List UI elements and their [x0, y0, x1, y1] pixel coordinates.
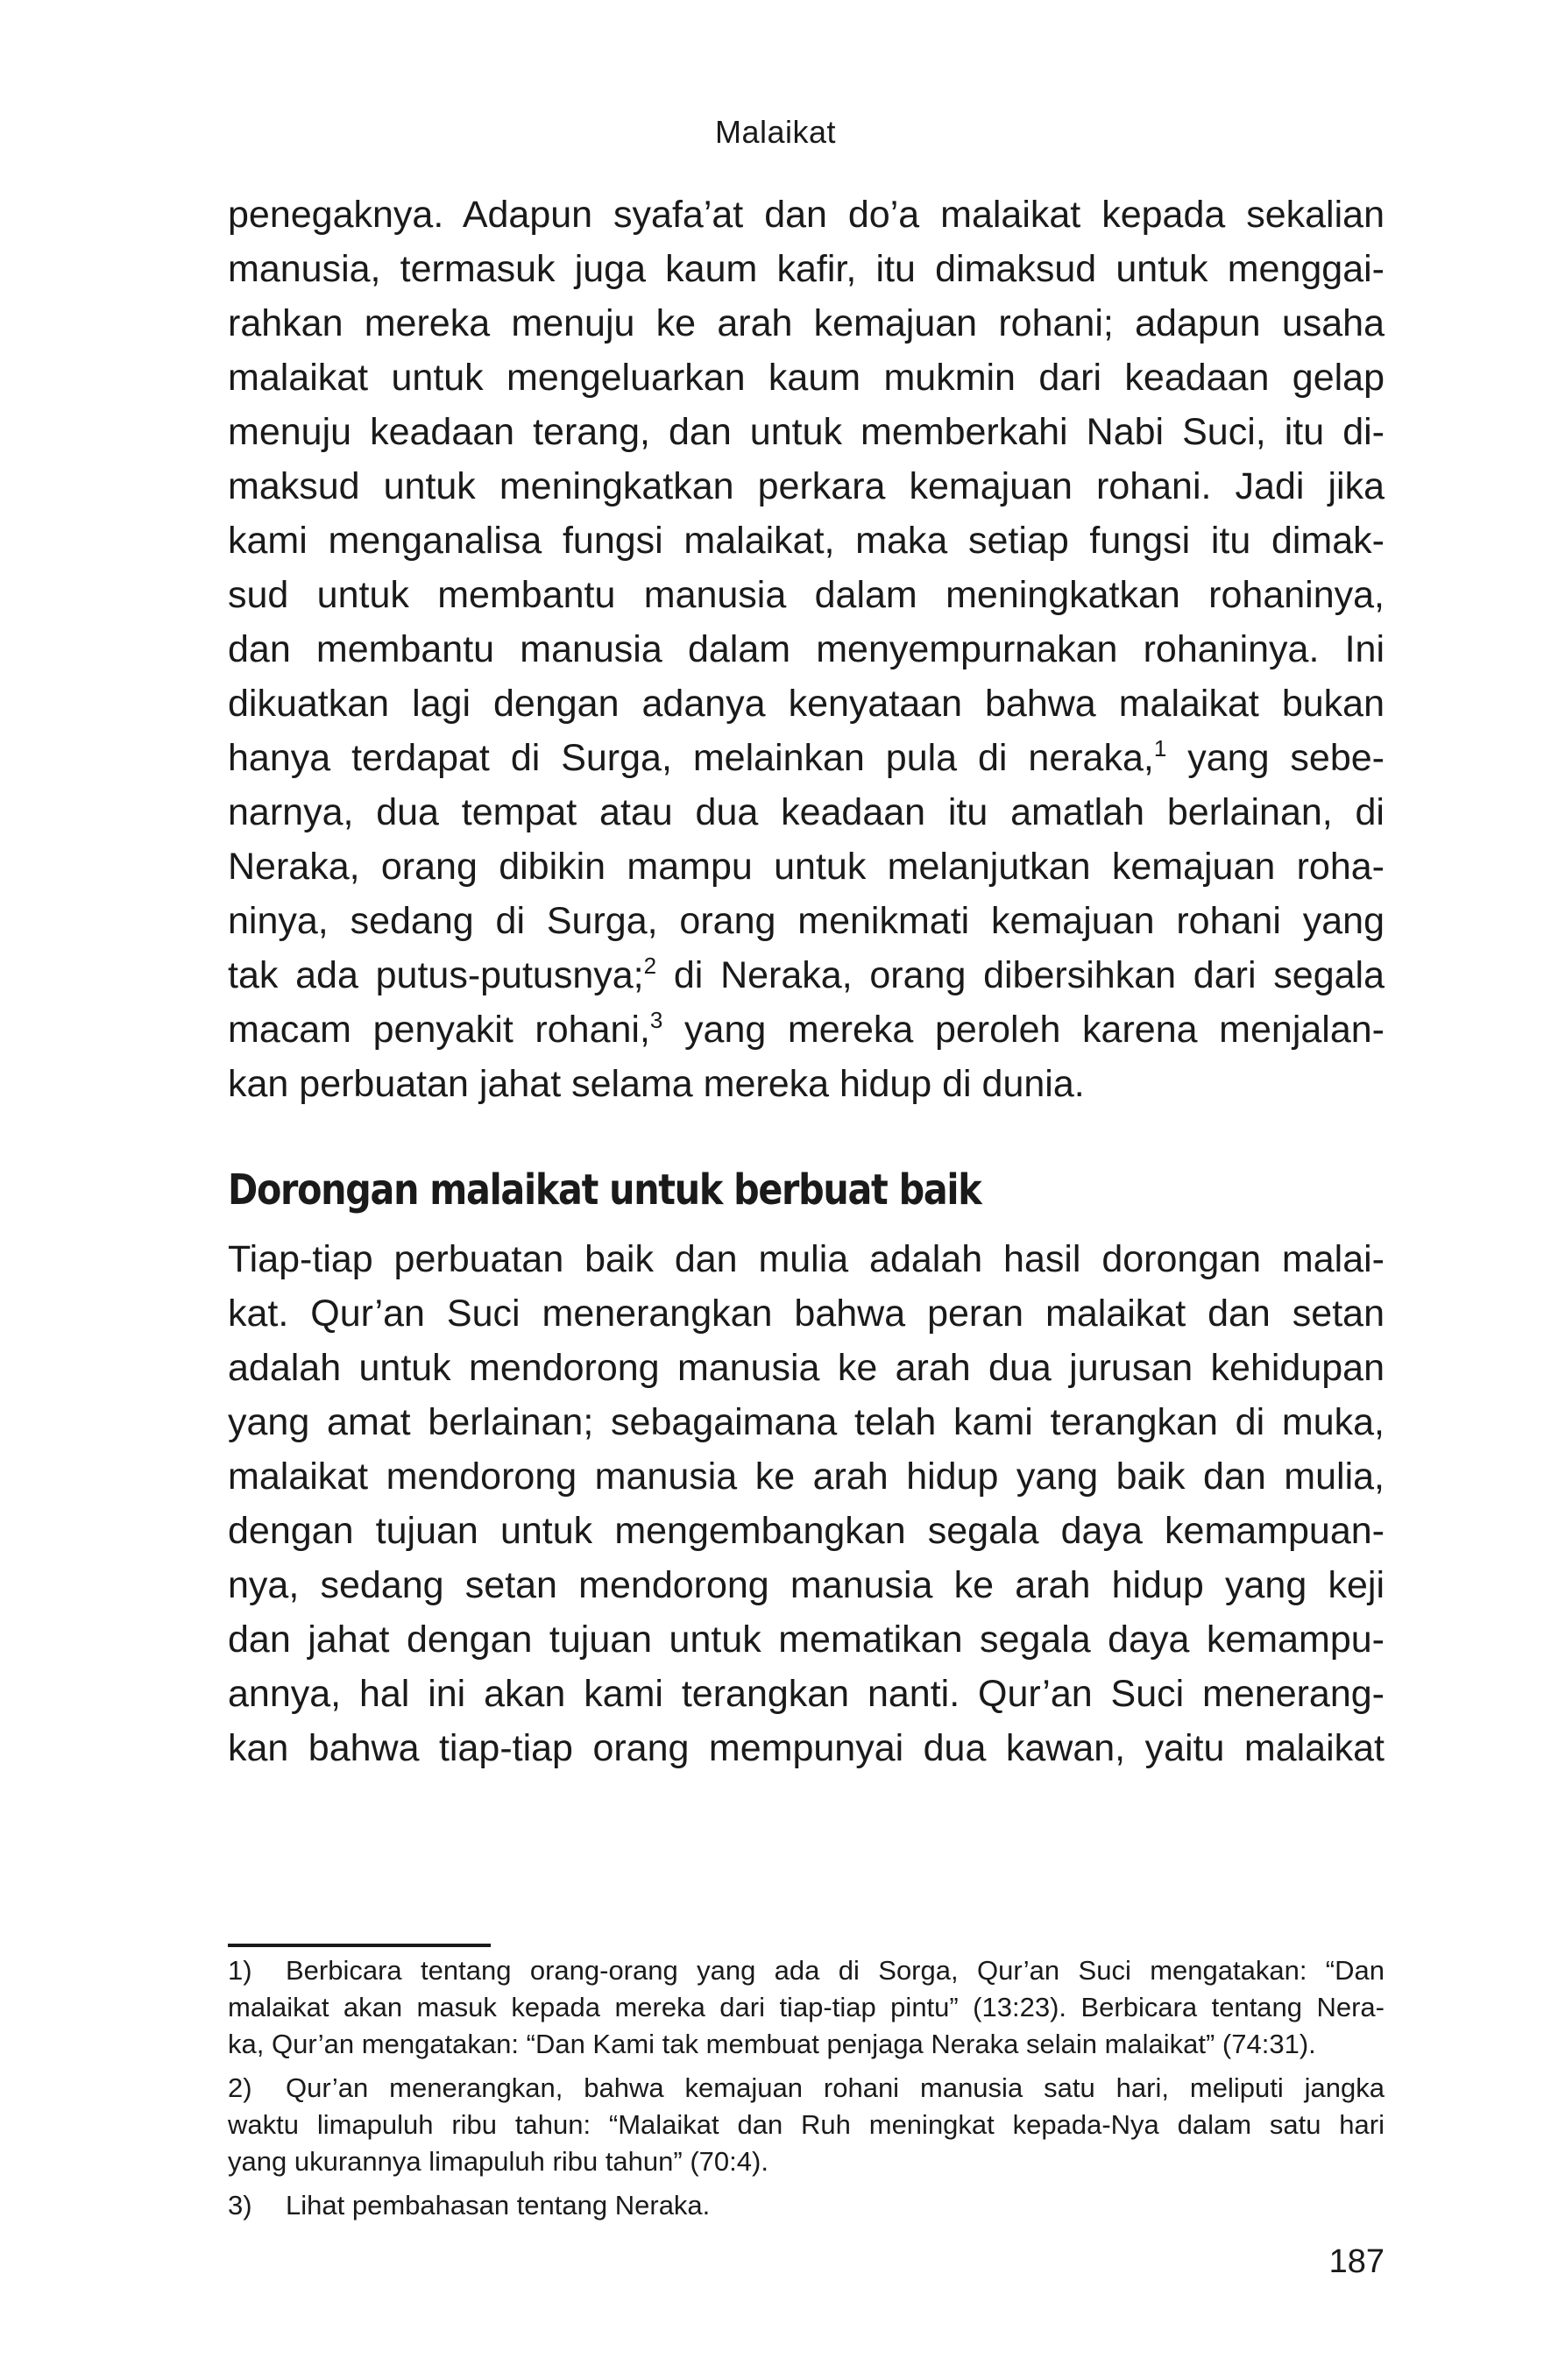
footnote-3 — [228, 2187, 1385, 2224]
text-segment: di Neraka, orang dibersihkan dari segala — [673, 954, 1385, 996]
text-line: kat. Qur’an Suci menerangkan bahwa peran malaikat dan setan — [228, 1293, 1385, 1335]
footnotes — [228, 1952, 1385, 2231]
text-line: Neraka, orang dibikin mampu untuk melanjutkan kemajuan roha- — [228, 846, 1385, 888]
footnote-number: 2) — [228, 2072, 252, 2103]
footnote-text: Berbicara tentang orang-orang yang ada di Sorga, Qur’an Suci mengatakan: “Dan — [286, 1955, 1385, 1986]
running-header-title: Malaikat — [714, 114, 837, 150]
footnote-number: 3) — [228, 2190, 252, 2221]
footnote-line: ka, Qur’an mengatakan: “Dan Kami tak membuat penjaga Neraka selain malaikat” (74:31). — [228, 2029, 1316, 2059]
text-line: menuju keadaan terang, dan untuk memberkahi Nabi Suci, itu di- — [228, 411, 1385, 453]
text-segment: yang mereka peroleh karena menjalan- — [684, 1009, 1385, 1051]
page-number: 187 — [1328, 2243, 1385, 2280]
text-line: ninya, sedang di Surga, orang menikmati kemajuan rohani yang — [228, 900, 1385, 942]
text-line: Tiap-tiap perbuatan baik dan mulia adalah hasil dorongan malai- — [228, 1238, 1385, 1280]
footnote-ref-3[interactable]: 3 — [649, 1007, 663, 1033]
footnote-line — [228, 1952, 1385, 1989]
text-line: dan membantu manusia dalam menyempurnakan rohaninya. Ini — [228, 628, 1385, 670]
text-line: sud untuk membantu manusia dalam meningkatkan rohaninya, — [228, 574, 1385, 616]
text-line — [228, 948, 1385, 1002]
body-paragraph-1 — [228, 188, 1385, 1111]
text-line: adalah untuk mendorong manusia ke arah dua jurusan kehidupan — [228, 1347, 1385, 1389]
text-line: malaikat mendorong manusia ke arah hidup yang baik dan mulia, — [228, 1456, 1385, 1498]
footnote-ref-2[interactable]: 2 — [643, 953, 657, 979]
text-line: kan perbuatan jahat selama mereka hidup di dunia. — [228, 1063, 1085, 1105]
text-line: dan jahat dengan tujuan untuk mematikan segala daya kemampu- — [228, 1619, 1385, 1661]
footnote-line — [228, 2070, 1385, 2107]
footnote-text: Qur’an menerangkan, bahwa kemajuan rohani manusia satu hari, meliputi jangka — [286, 2072, 1385, 2103]
text-line: nya, sedang setan mendorong manusia ke arah hidup yang keji — [228, 1564, 1385, 1606]
footnote-line: waktu limapuluh ribu tahun: “Malaikat dan Ruh meningkat kepada-Nya dalam satu hari — [228, 2109, 1385, 2140]
text-line: yang amat berlainan; sebagaimana telah kami terangkan di muka, — [228, 1401, 1385, 1443]
text-line: maksud untuk meningkatkan perkara kemajuan rohani. Jadi jika — [228, 465, 1385, 507]
text-line: dengan tujuan untuk mengembangkan segala daya kemampuan- — [228, 1510, 1385, 1552]
text-segment: macam penyakit rohani, — [228, 1009, 650, 1051]
section-heading: Dorongan malaikat untuk berbuat baik — [228, 1165, 981, 1215]
text-line: penegaknya. Adapun syafa’at dan do’a malaikat kepada sekalian — [228, 194, 1385, 236]
footnote-line: malaikat akan masuk kepada mereka dari tiap-tiap pintu” (13:23). Berbicara tentang Nera- — [228, 1992, 1385, 2022]
footnote-divider — [228, 1944, 491, 1947]
footnote-line — [228, 2187, 1385, 2224]
footnote-text: Lihat pembahasan tentang Neraka. — [286, 2190, 711, 2221]
text-line — [228, 731, 1385, 785]
text-segment: tak ada putus-putusnya; — [228, 954, 644, 996]
text-line: rahkan mereka menuju ke arah kemajuan rohani; adapun usaha — [228, 302, 1385, 344]
text-line: malaikat untuk mengeluarkan kaum mukmin dari keadaan gelap — [228, 357, 1385, 399]
footnote-1 — [228, 1952, 1385, 2063]
text-segment: hanya terdapat di Surga, melainkan pula di neraka, — [228, 737, 1154, 779]
text-segment: yang sebe- — [1187, 737, 1385, 779]
text-line: annya, hal ini akan kami terangkan nanti. Qur’an Suci menerang- — [228, 1673, 1385, 1715]
footnote-ref-1[interactable]: 1 — [1153, 735, 1167, 761]
text-line — [228, 1002, 1385, 1057]
footnote-number: 1) — [228, 1955, 252, 1986]
text-line: narnya, dua tempat atau dua keadaan itu amatlah berlainan, di — [228, 791, 1385, 833]
text-line: dikuatkan lagi dengan adanya kenyataan bahwa malaikat bukan — [228, 683, 1385, 725]
footnote-line: yang ukurannya limapuluh ribu tahun” (70:4). — [228, 2146, 768, 2177]
text-line: kami menganalisa fungsi malaikat, maka setiap fungsi itu dimak- — [228, 520, 1385, 562]
footnote-2 — [228, 2070, 1385, 2180]
text-line: kan bahwa tiap-tiap orang mempunyai dua kawan, yaitu malaikat — [228, 1727, 1385, 1769]
text-line: manusia, termasuk juga kaum kafir, itu dimaksud untuk menggai- — [228, 248, 1385, 290]
body-paragraph-2 — [228, 1232, 1385, 1775]
